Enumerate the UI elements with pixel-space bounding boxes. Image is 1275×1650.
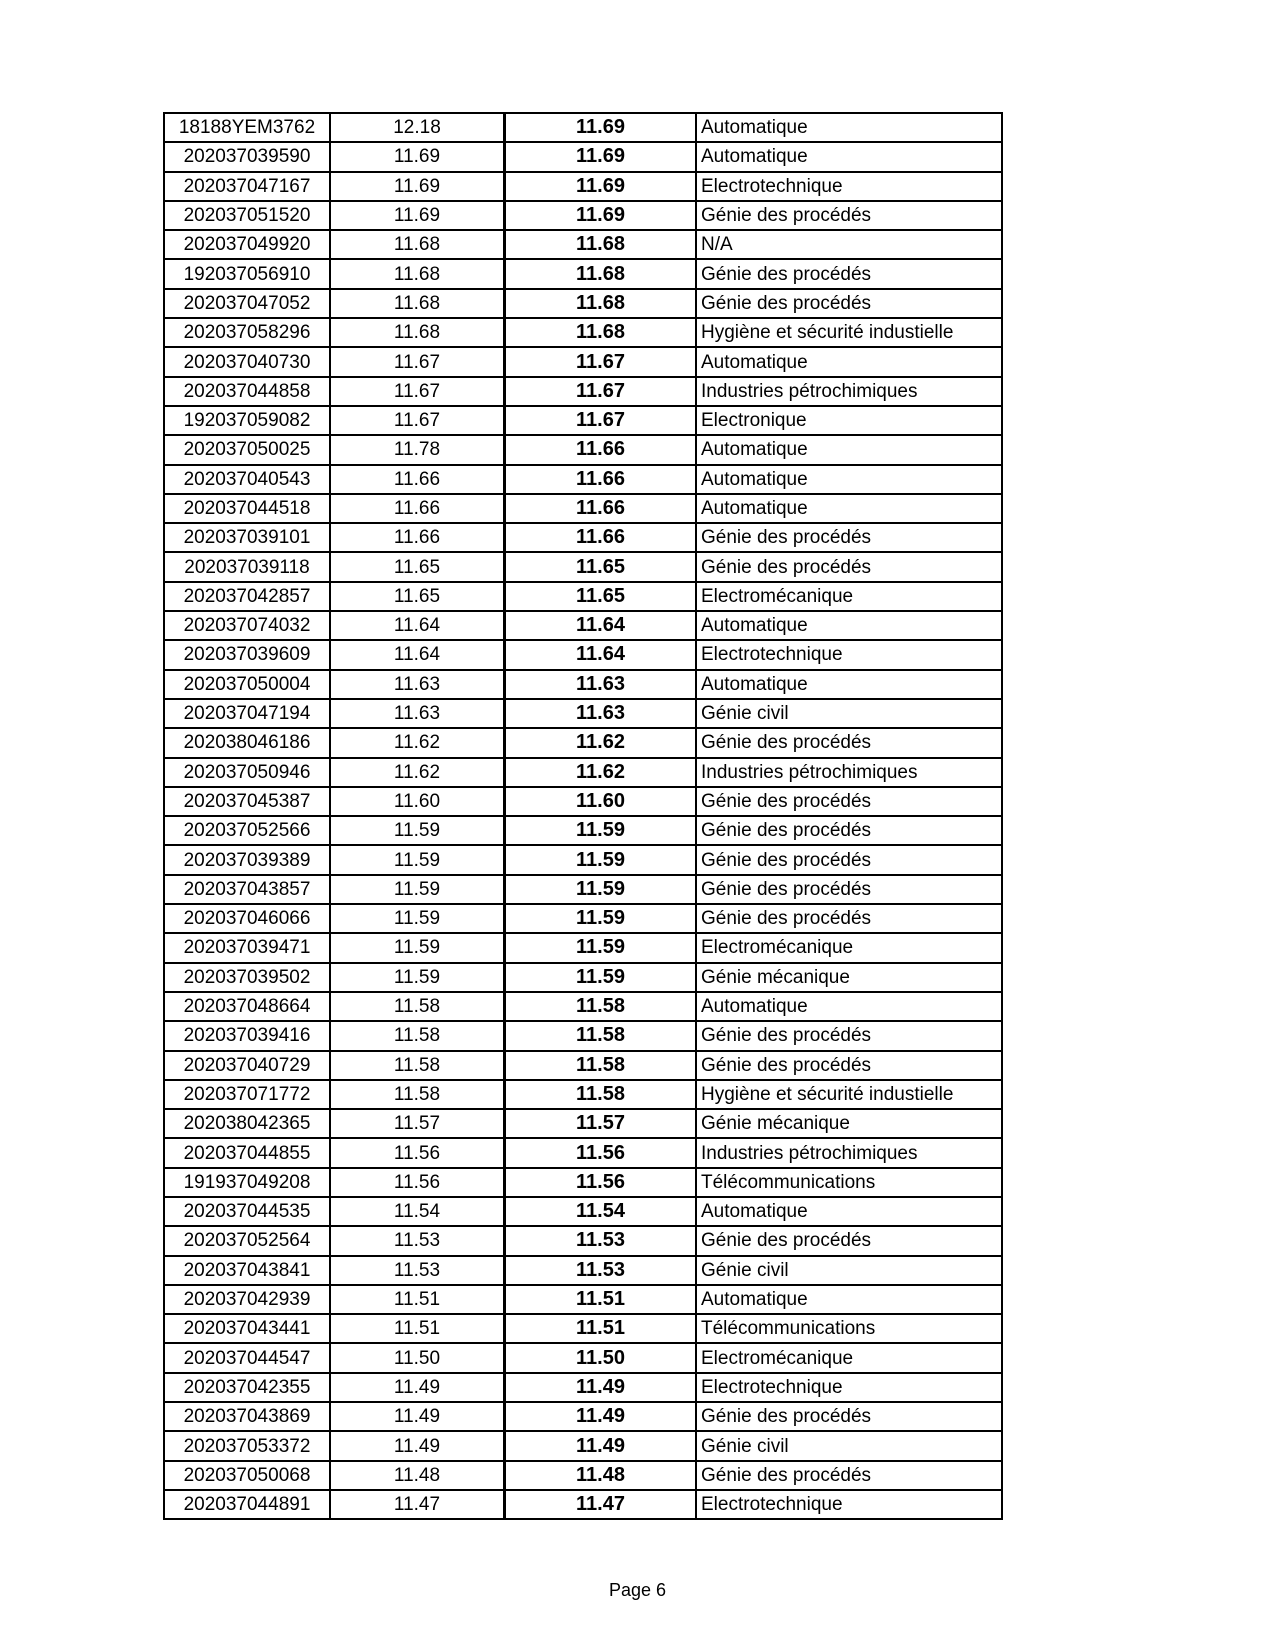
average-cell: 11.69 xyxy=(330,201,505,230)
average-cell: 11.66 xyxy=(330,494,505,523)
table-row xyxy=(164,523,1002,552)
final-grade-cell: 11.68 xyxy=(505,289,697,318)
student-id-cell: 202037045387 xyxy=(164,787,330,816)
student-id-cell: 202037071772 xyxy=(164,1080,330,1109)
table-row xyxy=(164,113,1002,142)
average-cell: 11.51 xyxy=(330,1314,505,1343)
table-row xyxy=(164,172,1002,201)
average-cell: 11.58 xyxy=(330,992,505,1021)
student-id-cell: 202037042939 xyxy=(164,1285,330,1314)
table-row xyxy=(164,758,1002,787)
final-grade-cell: 11.59 xyxy=(505,963,697,992)
specialty-cell: Génie civil xyxy=(696,1256,1002,1285)
average-cell: 11.53 xyxy=(330,1256,505,1285)
table-row xyxy=(164,377,1002,406)
final-grade-cell: 11.69 xyxy=(505,201,697,230)
average-cell: 11.56 xyxy=(330,1138,505,1167)
specialty-cell: Industries pétrochimiques xyxy=(696,758,1002,787)
average-cell: 11.68 xyxy=(330,259,505,288)
student-id-cell: 202037044891 xyxy=(164,1490,330,1519)
final-grade-cell: 11.56 xyxy=(505,1168,697,1197)
table-row xyxy=(164,465,1002,494)
average-cell: 11.69 xyxy=(330,172,505,201)
average-cell: 11.66 xyxy=(330,523,505,552)
final-grade-cell: 11.64 xyxy=(505,611,697,640)
specialty-cell: Génie civil xyxy=(696,699,1002,728)
final-grade-cell: 11.53 xyxy=(505,1256,697,1285)
student-id-cell: 202037044518 xyxy=(164,494,330,523)
table-row xyxy=(164,494,1002,523)
average-cell: 11.67 xyxy=(330,377,505,406)
table-row xyxy=(164,728,1002,757)
student-id-cell: 202037052564 xyxy=(164,1226,330,1255)
table-row xyxy=(164,1226,1002,1255)
student-id-cell: 18188YEM3762 xyxy=(164,113,330,142)
specialty-cell: Automatique xyxy=(696,1197,1002,1226)
table-row xyxy=(164,1138,1002,1167)
average-cell: 11.49 xyxy=(330,1373,505,1402)
average-cell: 11.68 xyxy=(330,230,505,259)
final-grade-cell: 11.51 xyxy=(505,1285,697,1314)
student-id-cell: 202037047194 xyxy=(164,699,330,728)
table-row xyxy=(164,963,1002,992)
table-row xyxy=(164,611,1002,640)
student-id-cell: 202037039502 xyxy=(164,963,330,992)
specialty-cell: Génie des procédés xyxy=(696,1402,1002,1431)
final-grade-cell: 11.58 xyxy=(505,1051,697,1080)
final-grade-cell: 11.67 xyxy=(505,347,697,376)
specialty-cell: Automatique xyxy=(696,465,1002,494)
specialty-cell: Télécommunications xyxy=(696,1314,1002,1343)
student-id-cell: 202037042355 xyxy=(164,1373,330,1402)
average-cell: 11.64 xyxy=(330,611,505,640)
table-row xyxy=(164,1402,1002,1431)
average-cell: 11.58 xyxy=(330,1080,505,1109)
average-cell: 11.54 xyxy=(330,1197,505,1226)
specialty-cell: Electrotechnique xyxy=(696,172,1002,201)
table-row xyxy=(164,230,1002,259)
average-cell: 11.63 xyxy=(330,670,505,699)
average-cell: 11.68 xyxy=(330,318,505,347)
table-row xyxy=(164,875,1002,904)
final-grade-cell: 11.48 xyxy=(505,1461,697,1490)
table-row xyxy=(164,259,1002,288)
student-id-cell: 202037039101 xyxy=(164,523,330,552)
student-id-cell: 202037058296 xyxy=(164,318,330,347)
student-id-cell: 202037042857 xyxy=(164,582,330,611)
final-grade-cell: 11.62 xyxy=(505,728,697,757)
student-id-cell: 202038042365 xyxy=(164,1109,330,1138)
table-row xyxy=(164,1051,1002,1080)
student-id-cell: 202037040730 xyxy=(164,347,330,376)
student-id-cell: 202037044855 xyxy=(164,1138,330,1167)
student-id-cell: 202037052566 xyxy=(164,816,330,845)
final-grade-cell: 11.58 xyxy=(505,1021,697,1050)
table-row xyxy=(164,318,1002,347)
student-id-cell: 202038046186 xyxy=(164,728,330,757)
table-row xyxy=(164,1285,1002,1314)
specialty-cell: Industries pétrochimiques xyxy=(696,1138,1002,1167)
specialty-cell: Electrotechnique xyxy=(696,1373,1002,1402)
student-id-cell: 202037053372 xyxy=(164,1431,330,1460)
final-grade-cell: 11.53 xyxy=(505,1226,697,1255)
table-row xyxy=(164,1461,1002,1490)
results-table-body xyxy=(164,113,1002,1519)
student-id-cell: 202037046066 xyxy=(164,904,330,933)
average-cell: 11.53 xyxy=(330,1226,505,1255)
specialty-cell: Génie des procédés xyxy=(696,1226,1002,1255)
table-row xyxy=(164,1168,1002,1197)
student-id-cell: 202037044547 xyxy=(164,1343,330,1372)
specialty-cell: Automatique xyxy=(696,113,1002,142)
final-grade-cell: 11.59 xyxy=(505,816,697,845)
specialty-cell: Génie des procédés xyxy=(696,201,1002,230)
table-row xyxy=(164,1197,1002,1226)
student-id-cell: 191937049208 xyxy=(164,1168,330,1197)
table-row xyxy=(164,904,1002,933)
table-row xyxy=(164,816,1002,845)
student-id-cell: 202037039609 xyxy=(164,640,330,669)
final-grade-cell: 11.69 xyxy=(505,113,697,142)
specialty-cell: Génie mécanique xyxy=(696,1109,1002,1138)
average-cell: 11.59 xyxy=(330,933,505,962)
table-row xyxy=(164,787,1002,816)
average-cell: 11.68 xyxy=(330,289,505,318)
student-id-cell: 192037056910 xyxy=(164,259,330,288)
table-row xyxy=(164,992,1002,1021)
specialty-cell: Automatique xyxy=(696,992,1002,1021)
final-grade-cell: 11.59 xyxy=(505,904,697,933)
average-cell: 11.51 xyxy=(330,1285,505,1314)
average-cell: 11.65 xyxy=(330,582,505,611)
student-id-cell: 202037047167 xyxy=(164,172,330,201)
table-row xyxy=(164,845,1002,874)
table-row xyxy=(164,435,1002,464)
table-row xyxy=(164,406,1002,435)
specialty-cell: Génie des procédés xyxy=(696,816,1002,845)
table-row xyxy=(164,670,1002,699)
table-row xyxy=(164,552,1002,581)
specialty-cell: Electrotechnique xyxy=(696,640,1002,669)
final-grade-cell: 11.56 xyxy=(505,1138,697,1167)
final-grade-cell: 11.65 xyxy=(505,552,697,581)
average-cell: 11.48 xyxy=(330,1461,505,1490)
final-grade-cell: 11.59 xyxy=(505,933,697,962)
final-grade-cell: 11.63 xyxy=(505,699,697,728)
specialty-cell: Génie des procédés xyxy=(696,845,1002,874)
average-cell: 11.57 xyxy=(330,1109,505,1138)
specialty-cell: Génie des procédés xyxy=(696,904,1002,933)
student-id-cell: 202037050025 xyxy=(164,435,330,464)
final-grade-cell: 11.59 xyxy=(505,845,697,874)
specialty-cell: Industries pétrochimiques xyxy=(696,377,1002,406)
average-cell: 11.58 xyxy=(330,1021,505,1050)
average-cell: 11.67 xyxy=(330,406,505,435)
average-cell: 11.59 xyxy=(330,904,505,933)
final-grade-cell: 11.57 xyxy=(505,1109,697,1138)
table-row xyxy=(164,1490,1002,1519)
final-grade-cell: 11.66 xyxy=(505,465,697,494)
table-row xyxy=(164,640,1002,669)
final-grade-cell: 11.65 xyxy=(505,582,697,611)
student-id-cell: 202037043869 xyxy=(164,1402,330,1431)
specialty-cell: Automatique xyxy=(696,611,1002,640)
average-cell: 11.62 xyxy=(330,728,505,757)
specialty-cell: Hygiène et sécurité industielle xyxy=(696,1080,1002,1109)
student-id-cell: 202037051520 xyxy=(164,201,330,230)
final-grade-cell: 11.69 xyxy=(505,142,697,171)
specialty-cell: Génie des procédés xyxy=(696,787,1002,816)
average-cell: 11.59 xyxy=(330,845,505,874)
average-cell: 11.56 xyxy=(330,1168,505,1197)
specialty-cell: Electrotechnique xyxy=(696,1490,1002,1519)
final-grade-cell: 11.67 xyxy=(505,377,697,406)
final-grade-cell: 11.66 xyxy=(505,494,697,523)
student-id-cell: 202037040543 xyxy=(164,465,330,494)
final-grade-cell: 11.68 xyxy=(505,259,697,288)
specialty-cell: Electromécanique xyxy=(696,582,1002,611)
final-grade-cell: 11.63 xyxy=(505,670,697,699)
student-id-cell: 192037059082 xyxy=(164,406,330,435)
average-cell: 12.18 xyxy=(330,113,505,142)
student-id-cell: 202037043441 xyxy=(164,1314,330,1343)
average-cell: 11.50 xyxy=(330,1343,505,1372)
student-id-cell: 202037043857 xyxy=(164,875,330,904)
table-row xyxy=(164,201,1002,230)
average-cell: 11.49 xyxy=(330,1431,505,1460)
average-cell: 11.60 xyxy=(330,787,505,816)
average-cell: 11.63 xyxy=(330,699,505,728)
final-grade-cell: 11.58 xyxy=(505,992,697,1021)
final-grade-cell: 11.60 xyxy=(505,787,697,816)
student-id-cell: 202037050068 xyxy=(164,1461,330,1490)
student-id-cell: 202037039416 xyxy=(164,1021,330,1050)
average-cell: 11.59 xyxy=(330,816,505,845)
final-grade-cell: 11.59 xyxy=(505,875,697,904)
final-grade-cell: 11.58 xyxy=(505,1080,697,1109)
final-grade-cell: 11.50 xyxy=(505,1343,697,1372)
specialty-cell: Automatique xyxy=(696,494,1002,523)
average-cell: 11.67 xyxy=(330,347,505,376)
specialty-cell: Génie des procédés xyxy=(696,1021,1002,1050)
specialty-cell: Hygiène et sécurité industielle xyxy=(696,318,1002,347)
final-grade-cell: 11.47 xyxy=(505,1490,697,1519)
specialty-cell: Génie des procédés xyxy=(696,259,1002,288)
student-id-cell: 202037049920 xyxy=(164,230,330,259)
specialty-cell: Génie des procédés xyxy=(696,875,1002,904)
specialty-cell: N/A xyxy=(696,230,1002,259)
student-id-cell: 202037047052 xyxy=(164,289,330,318)
specialty-cell: Télécommunications xyxy=(696,1168,1002,1197)
specialty-cell: Génie mécanique xyxy=(696,963,1002,992)
final-grade-cell: 11.69 xyxy=(505,172,697,201)
average-cell: 11.47 xyxy=(330,1490,505,1519)
student-id-cell: 202037040729 xyxy=(164,1051,330,1080)
page-number: Page 6 xyxy=(608,1580,667,1600)
final-grade-cell: 11.66 xyxy=(505,523,697,552)
student-id-cell: 202037050004 xyxy=(164,670,330,699)
final-grade-cell: 11.49 xyxy=(505,1402,697,1431)
final-grade-cell: 11.62 xyxy=(505,758,697,787)
specialty-cell: Electromécanique xyxy=(696,933,1002,962)
table-row xyxy=(164,1256,1002,1285)
average-cell: 11.69 xyxy=(330,142,505,171)
table-row xyxy=(164,1080,1002,1109)
student-id-cell: 202037050946 xyxy=(164,758,330,787)
specialty-cell: Génie des procédés xyxy=(696,1051,1002,1080)
table-row xyxy=(164,582,1002,611)
specialty-cell: Génie des procédés xyxy=(696,289,1002,318)
final-grade-cell: 11.51 xyxy=(505,1314,697,1343)
specialty-cell: Génie des procédés xyxy=(696,1461,1002,1490)
average-cell: 11.49 xyxy=(330,1402,505,1431)
specialty-cell: Automatique xyxy=(696,435,1002,464)
table-row xyxy=(164,142,1002,171)
final-grade-cell: 11.68 xyxy=(505,318,697,347)
table-row xyxy=(164,1431,1002,1460)
average-cell: 11.62 xyxy=(330,758,505,787)
table-row xyxy=(164,1343,1002,1372)
results-table xyxy=(163,112,1003,1520)
table-row xyxy=(164,933,1002,962)
table-row xyxy=(164,1373,1002,1402)
average-cell: 11.64 xyxy=(330,640,505,669)
student-id-cell: 202037043841 xyxy=(164,1256,330,1285)
specialty-cell: Automatique xyxy=(696,670,1002,699)
final-grade-cell: 11.49 xyxy=(505,1431,697,1460)
specialty-cell: Electronique xyxy=(696,406,1002,435)
student-id-cell: 202037039590 xyxy=(164,142,330,171)
table-row xyxy=(164,1109,1002,1138)
student-id-cell: 202037044858 xyxy=(164,377,330,406)
final-grade-cell: 11.66 xyxy=(505,435,697,464)
average-cell: 11.59 xyxy=(330,963,505,992)
table-row xyxy=(164,347,1002,376)
average-cell: 11.66 xyxy=(330,465,505,494)
final-grade-cell: 11.67 xyxy=(505,406,697,435)
average-cell: 11.59 xyxy=(330,875,505,904)
final-grade-cell: 11.49 xyxy=(505,1373,697,1402)
specialty-cell: Electromécanique xyxy=(696,1343,1002,1372)
average-cell: 11.58 xyxy=(330,1051,505,1080)
table-row xyxy=(164,1314,1002,1343)
table-row xyxy=(164,1021,1002,1050)
average-cell: 11.78 xyxy=(330,435,505,464)
specialty-cell: Génie des procédés xyxy=(696,552,1002,581)
student-id-cell: 202037074032 xyxy=(164,611,330,640)
specialty-cell: Automatique xyxy=(696,1285,1002,1314)
student-id-cell: 202037039118 xyxy=(164,552,330,581)
specialty-cell: Génie des procédés xyxy=(696,728,1002,757)
specialty-cell: Automatique xyxy=(696,142,1002,171)
final-grade-cell: 11.68 xyxy=(505,230,697,259)
specialty-cell: Génie civil xyxy=(696,1431,1002,1460)
student-id-cell: 202037048664 xyxy=(164,992,330,1021)
student-id-cell: 202037039389 xyxy=(164,845,330,874)
student-id-cell: 202037044535 xyxy=(164,1197,330,1226)
final-grade-cell: 11.54 xyxy=(505,1197,697,1226)
specialty-cell: Génie des procédés xyxy=(696,523,1002,552)
table-row xyxy=(164,699,1002,728)
table-row xyxy=(164,289,1002,318)
average-cell: 11.65 xyxy=(330,552,505,581)
student-id-cell: 202037039471 xyxy=(164,933,330,962)
specialty-cell: Automatique xyxy=(696,347,1002,376)
final-grade-cell: 11.64 xyxy=(505,640,697,669)
